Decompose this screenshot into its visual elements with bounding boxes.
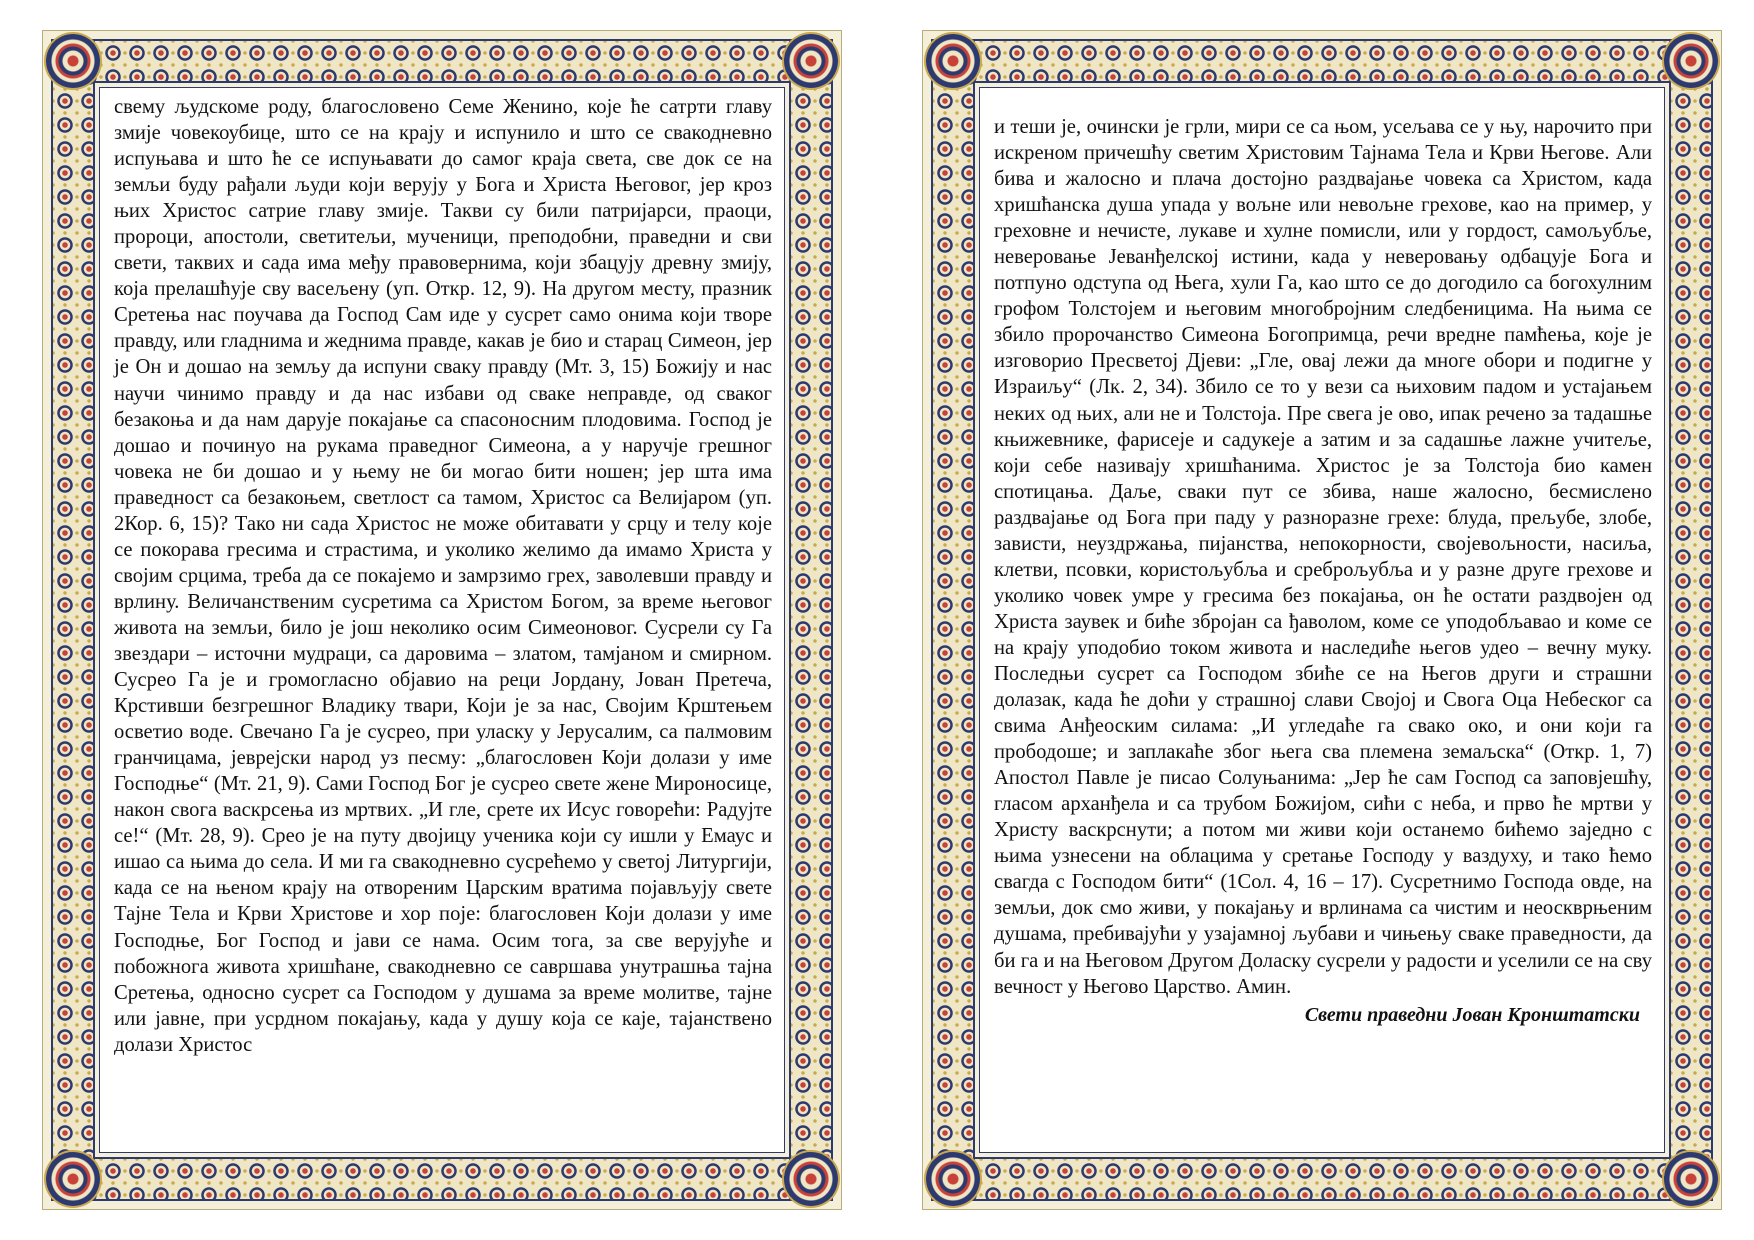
left-page [42,30,842,1210]
corner-rosette-icon [1664,1152,1718,1206]
left-page-body-text: свему људскоме роду, благословено Семе Женино, које ће сатрти главу змије човекоубице, што се на крају и испунило и што се свакодневно испуњава и што ће се испуњавати до самог краја света, све док се на земљи буду рађали људи који верују у Бога и Христа Његовог, јер кроз њих Христос сатрие главу змије. Такви су били патријарси, праоци, пророци, апостоли, светитељи, мученици, преподобни, праведни и сви свети, таквих и сада има међу правовернима, који збацују древну змију, која прелашћује сву васељену (уп. Откр. 12, 9). На другом месту, празник Сретења нас поучава да Господ Сам иде у сусрет само онима који творе правду, или гладнима и жеднима правде, какав је био и старац Симеон, јер је Он и дошао на земљу да испуни сваку правду (Мт. 3, 15) Божију и нас научи чинимо правду и да нас избави од сваке неправде, од сваког безакоња и да нам дарује покајање са спасоносним плодовима. Господ је дошао и починуо на рукама праведног Симеона, а у наручје грешног човека не би дошао и у њему не би могао бити ношен; јер шта има праведност са безакоњем, светлост са тамом, Христос са Велијаром (уп. 2Кор. 6, 15)? Тако ни сада Христос не може обитавати у срцу и телу које се покорава гресима и страстима, и уколико желимо да имамо Христа у својим срцима, треба да се покајемо и замрзимо грех, заволевши правду и врлину. Величанственим сусретима са Христом Богом, за време његовог живота на земљи, било је још неколико осим Симеоновог. Сусрели су Га звездари – источни мудраци, са даровима – златом, тамјаном и смирном. Сусрео Га је и громогласно објавио на реци Јордану, Јован Претеча, Крстивши безгрешног Владику твари, Који је за нас, Својим Крштењем осветио воде. Свечано Га је сусрео, при уласку у Јерусалим, са палмовим гранчицама, јеврејски народ уз песму: „благословен Који долази у име Господње“ (Мт. 21, 9). Сами Господ Бог је сусрео свете жене Мироносице, након свога васкрсења из мртвих. „И гле, срете их Исус говорећи: Радујте се!“ (Мт. 28, 9). Срео је на путу двојицу ученика који су ишли у Емаус и ишао са њима до села. И ми га свакодневно сусрећемо у светој Литургији, када се на њеном крају на отвореним Царским вратима појављују свете Тајне Тела и Крви Христове и хор поје: благословен Који долази у име Господње, Бог Господ и јави се нама. Осим тога, за све верујуће и побожнога живота хришћане, свакодневно се савршава унутрашња тајна Сретења, односно сусрет са Господом у душама за време молитве, тајне или јавне, при усрдном покајању, када у душу која се каје, тајанствено долази Христос [114,96,772,1056]
corner-rosette-icon [926,1152,980,1206]
ornamental-border-left [51,39,95,1201]
ornamental-border-bottom [931,1157,1713,1201]
ornamental-border-bottom [51,1157,833,1201]
author-signature: Свети праведни Јован Кронштатски [1304,1003,1640,1026]
right-text-panel [979,87,1665,1153]
ornamental-border-top [931,39,1713,83]
ornamental-border-top [51,39,833,83]
right-page [922,30,1722,1210]
ornamental-border-right [789,39,833,1201]
left-text-panel [99,87,785,1153]
corner-rosette-icon [46,34,100,88]
corner-rosette-icon [784,34,838,88]
ornamental-border-left [931,39,975,1201]
corner-rosette-icon [784,1152,838,1206]
corner-rosette-icon [46,1152,100,1206]
corner-rosette-icon [926,34,980,88]
corner-rosette-icon [1664,34,1718,88]
right-page-body-text: и теши је, очински је грли, мири се са њом, усељава се у њу, нарочито при искреном причешћу светим Христовим Тајнама Тела и Крви Његове. Али бива и жалосно и плача достојно раздвајање човека са Христом, када хришћанска душа упада у вољне или невољне грехове, као на пример, у греховне и нечисте, лукаве и хулне помисли, или у гордост, самољубље, неверовање Јеванђелској истини, када у неверовању одбацује Бога и потпуно одступа од Њега, хули Га, као што се до догодило са богохулним грофом Толстојем и његовим многобројним следбеницима. На њима се збило пророчанство Симеона Богопримца, речи вредне памћења, које је изговорио Пресветој Дјеви: „Гле, овај лежи да многе обори и подигне у Израиљу“ (Лк. 2, 34). Збило се то у вези са њиховим падом и устајањем неких од њих, али не и Толстоја. Пре свега је ово, ипак речено за тадашње књижевнике, фарисеје и садукеје а затим и за садашње лажне учитеље, који себе називају хришћанима. Христос је за Толстоја био камен спотицања. Даље, сваки пут се збива, наше жалосно, бесмислено раздвајање од Бога при паду у разноразне грехе: блуда, прељубе, злобе, зависти, неуздржања, пијанства, непокорности, својевољности, насиља, клетви, псовки, користољубља и среброљубља и у разне друге грехове и уколико човек умре у гресима без покајања, он ће остати раздвојен од Христа заувек и биће збројан са ђаволом, коме се уподобљавао и коме се на крају уподобио током живота и наследиће његов удео – вечну муку. Последњи сусрет са Господом збиће се на Његов други и страшни долазак, када ће доћи у страшној слави Својој и Свога Оца Небеског са свима Анђеоским силама: „И угледаће га свако око, и они који га прободоше; и заплакаће због њега сва племена земаљска“ (Откр. 1, 7) Апостол Павле је писао Солуњанима: „Јер ће сам Господ са заповјешћу, гласом арханђела и са трубом Божијом, сићи с неба, и прво ће мртви у Христу васкрснути; а потом ми живи који останемо бићемо заједно с њима узнесени на облацима у сретање Господу у ваздуху, и тако ћемо свагда с Господом бити“ (1Сол. 4, 16 – 17). Сусретнимо Господа овде, на земљи, док смо живи, у покајању и врлинама са чистим и неоскврњеним душама, пребивајући у узајамној љубави и чињењу сваке праведности, да би га и на Његовом Другом Доласку сусрели у радости и уселили се на сву вечност у Његово Царство. Амин. [994,116,1652,998]
ornamental-border-right [1669,39,1713,1201]
